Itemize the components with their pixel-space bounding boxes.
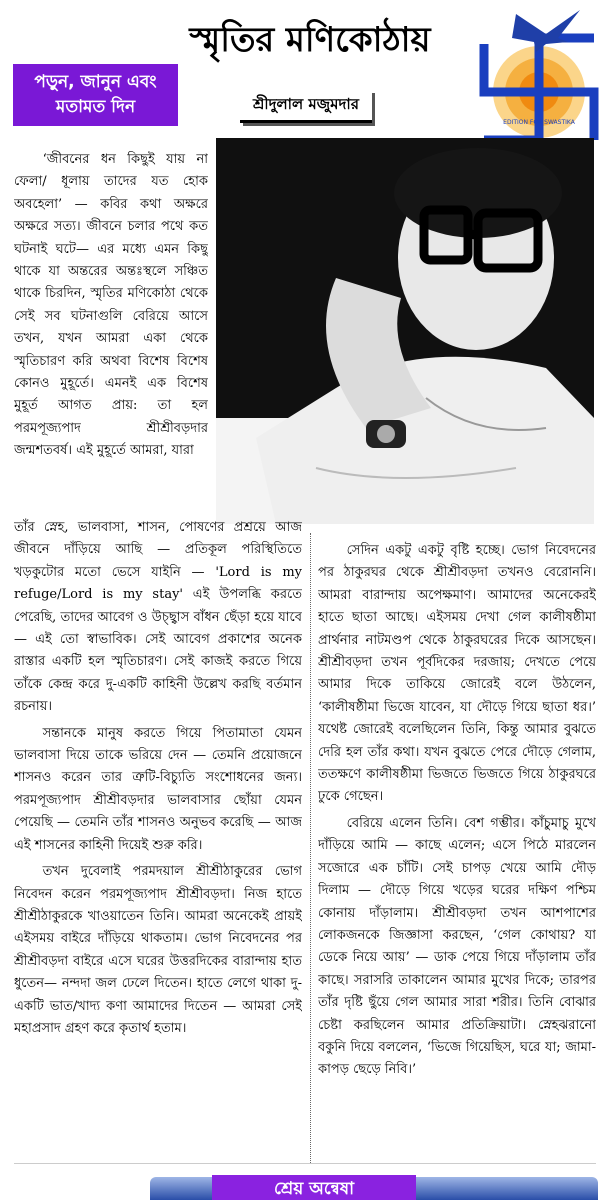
swastika-icon bbox=[484, 38, 594, 146]
paragraph: ‘জীবনের ধন কিছুই যায় না ফেলা/ ধূলায় তাদের যত হোক অবহেলা’ — কবির কথা অক্ষরে অক্ষরে সত্য। জীবনে চলার পথে কত ঘটনাই ঘটে— এর মধ্যে এমন কিছু থাকে যা অন্তরের অন্তঃস্থলে সঞ্চিত থাকে চিরদিন, স্মৃতির মণিকোঠা থেকে সেই সব ঘটনাগুলি বেরিয়ে আসে তখন, যখন আমরা একা থেকে স্মৃতিচারণ করি অথবা বিশেষ বিশেষ কোনও মুহূর্তে। এমনই এক বিশেষ মুহূর্ত আগত প্রায়: তা হল পরমপূজ্যপাদ শ্রীশ্রীবড়দার জন্মশতবর্ষ। এই মুহূর্তে আমরা, যারা bbox=[14, 152, 208, 459]
paragraph: তাঁর স্নেহ, ভালবাসা, শাসন, পোষণের প্রশ্রয়ে আজ জীবনে দাঁড়িয়ে আছি — প্রতিকূল পরিস্থিতিতে খড়কুটোর মতো ভেসে যাইনি — 'Lord is my refuge/Lord is my stay' এই উপলব্ধি করতে পেরেছি, তাদের আবেগ ও উচ্ছ্বাস বাঁধন ছেঁড়া হয়ে যাবে — এই তো স্বাভাবিক। সেই আবেগ প্রকাশের অনেক রাস্তার একটি হল স্মৃতিচারণ। সেই কাজই করতে গিয়ে তাঁকে কেন্দ্র করে দু-একটি কাহিনী উল্লেখ করছি বর্তমান রচনায়। bbox=[14, 520, 302, 715]
article-title: স্মৃতির মণিকোঠায় bbox=[189, 20, 431, 60]
promo-line-1: পড়ুন, জানুন এবং bbox=[34, 72, 157, 92]
logo-caption: EDITION FOR SWASTIKA bbox=[503, 119, 575, 126]
paragraph: সন্তানকে মানুষ করতে গিয়ে পিতামাতা যেমন ভালবাসা দিয়ে তাকে ভরিয়ে দেন — তেমনি প্রয়োজনে শাসনও করেন তার ত্রুটি-বিচ্যুতি সংশোধনের জন্য। পরমপূজ্যপাদ শ্রীশ্রীবড়দার ভালবাসার ছোঁয়া যেমন পেয়েছি — তেমনি তাঁর শাসনও অনুভব করেছি — আজ এই শাসনের কাহিনী দিয়েই শুরু করি। bbox=[14, 725, 302, 853]
paragraph: সেদিন একটু একটু বৃষ্টি হচ্ছে। ভোগ নিবেদনের পর ঠাকুরঘর থেকে শ্রীশ্রীবড়দা তখনও বেরোননি। আমরা বারান্দায় অপেক্ষমাণ। আমাদের অনেকেরই হাতে ছাতা আছে। এইসময় দেখা গেল কালীষষ্ঠীমা প্রার্থনার নাটমণ্ডপ থেকে ঠাকুরঘরের দিকে আসছেন। শ্রীশ্রীবড়দা তখন পূর্বদিকের দরজায়; দেখতে পেয়ে আমার দিকে তাকিয়ে জোরেই বলে উঠলেন, ‘কালীষষ্ঠীমা ভিজে যাবেন, যা দৌড়ে গিয়ে ছাতা ধর।’ যথেষ্ট জোরেই বলেছিলেন তিনি, কিন্তু আমার বুঝতে দেরি হল তাঁর কথা। যখন বুঝতে পেরে দৌড়ে গেলাম, ততক্ষণে কালীষষ্ঠীমা ভিজতে ভিজতে গিয়ে ঠাকুরঘরে ঢুকে গেছেন। bbox=[318, 543, 596, 805]
bottom-rule bbox=[14, 1163, 596, 1164]
footer-label: শ্রেয় অন্বেষা bbox=[212, 1175, 416, 1200]
promo-box bbox=[13, 64, 178, 126]
article-column-left-bottom bbox=[14, 517, 302, 1165]
article-column-right bbox=[318, 540, 596, 1165]
column-divider bbox=[310, 533, 311, 1163]
paragraph: বেরিয়ে এলেন তিনি। বেশ গম্ভীর। কাঁচুমাচু মুখে দাঁড়িয়ে আমি — কাছে এলেন; এসে পিঠে মারলেন সজোরে এক চাঁটি। সেই চাপড় খেয়ে আমি দৌড় দিলাম — দৌড়ে গিয়ে খড়ের ঘরের দক্ষিণ পশ্চিম কোনায় দাঁড়ালাম। শ্রীশ্রীবড়দা তখন আশপাশের লোকজনকে জিজ্ঞাসা করছেন, ‘গেল কোথায়? যা ডেকে নিয়ে আয়’ — ডাক পেয়ে গিয়ে দাঁড়ালাম তাঁর কাছে। সরাসরি তাকালেন আমার মুখের দিকে; তারপর তাঁর দৃষ্টি ছুঁয়ে গেল আমার সারা শরীর। তিনি বোঝার চেষ্টা করছিলেন আমার প্রতিক্রিয়াটা। স্নেহঝরানো বকুনি দিয়ে বললেন, ‘ভিজে গিয়েছিস, ঘরে যা; জামা-কাপড় ছেড়ে নিবি।’ bbox=[318, 815, 596, 1078]
paragraph: তখন দুবেলাই পরমদয়াল শ্রীশ্রীঠাকুরের ভোগ নিবেদন করেন পরমপূজ্যপাদ শ্রীশ্রীবড়দা। নিজ হাতে শ্রীশ্রীঠাকুরকে খাওয়াতেন তিনি। আমরা অনেকেই প্রায়ই এইসময় বাইরে দাঁড়িয়ে থাকতাম। ভোগ নিবেদনের পর শ্রীশ্রীবড়দা বাইরে এসে ঘরের উত্তরদিকের বারান্দায় হাত ধুতেন— নন্দদা জল ঢেলে দিতেন। হাতে লেগে থাকা দু-একটি ভাত/খাদ্য কণা আমাদের দিতেন — আমরা সেই মহাপ্রসাদ গ্রহণ করে কৃতার্থ হতাম। bbox=[14, 864, 302, 1036]
article-column-left-top bbox=[14, 149, 208, 517]
swastika-sun-logo bbox=[476, 8, 602, 146]
promo-line-2: মতামত দিন bbox=[55, 97, 136, 117]
bird-icon bbox=[512, 10, 580, 52]
author-byline: শ্রীদুলাল মজুমদার bbox=[240, 90, 372, 123]
portrait-photo bbox=[216, 138, 594, 524]
